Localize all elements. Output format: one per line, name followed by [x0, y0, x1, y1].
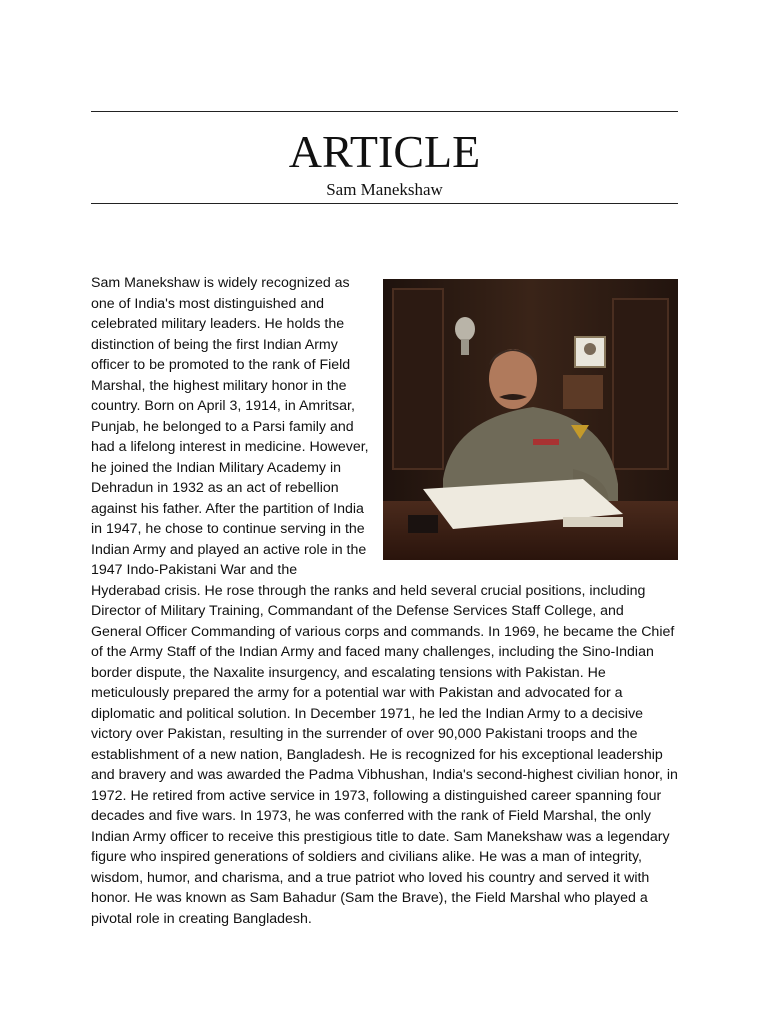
article-subtitle: Sam Manekshaw — [326, 180, 443, 199]
portrait-photo — [383, 279, 678, 560]
header-top-rule — [91, 111, 678, 112]
article-body — [91, 273, 678, 929]
page-title: ARTICLE — [288, 126, 481, 177]
portrait-photo-icon — [383, 279, 678, 560]
header-bottom-rule — [91, 203, 678, 204]
article-body-text: Sam Manekshaw is widely recognized as one of India's most distinguished and celebrated military leaders. He holds the distinction of being the first Indian Army officer to be promoted to the rank of Field Marshal, the highest military honor in the country. Born on April 3, 1914, in Amritsar, Punjab, he belonged to a Parsi family and had a lifelong interest in medicine. However, he joined the Indian Military Academy in Dehradun in 1932 as an act of rebellion against his father. After the partition of India in 1947, he chose to continue serving in the Indian Army and played an active role in the 1947 Indo-Pakistani War and the Hyderabad crisis. He rose through the ranks and held several crucial positions, including Director of Military Training, Commandant of the Defense Services Staff College, and General Officer Commanding of various corps and commands. In 1969, he became the Chief of the Army Staff of the Indian Army and faced many challenges, including the Sino-Indian border dispute, the Naxalite insurgency, and escalating tensions with Pakistan. He meticulously prepared the army for a potential war with Pakistan and advocated for a diplomatic and political solution. In December 1971, he led the Indian Army to a decisive victory over Pakistan, resulting in the surrender of over 90,000 Pakistani troops and the establishment of a new nation, Bangladesh. He is recognized for his exceptional leadership and bravery and was awarded the Padma Vibhushan, India's second-highest civilian honor, in 1972. He retired from active service in 1973, following a distinguished career spanning four decades and five wars. In 1973, he was conferred with the rank of Field Marshal, the only Indian Army officer to receive this prestigious title to date. Sam Manekshaw was a legendary figure who inspired generations of soldiers and civilians alike. He was a man of integrity, wisdom, humor, and charisma, and a true patriot who loved his country and served it with honor. He was known as Sam Bahadur (Sam the Brave), the Field Marshal who played a pivotal role in creating Bangladesh. — [91, 275, 678, 927]
